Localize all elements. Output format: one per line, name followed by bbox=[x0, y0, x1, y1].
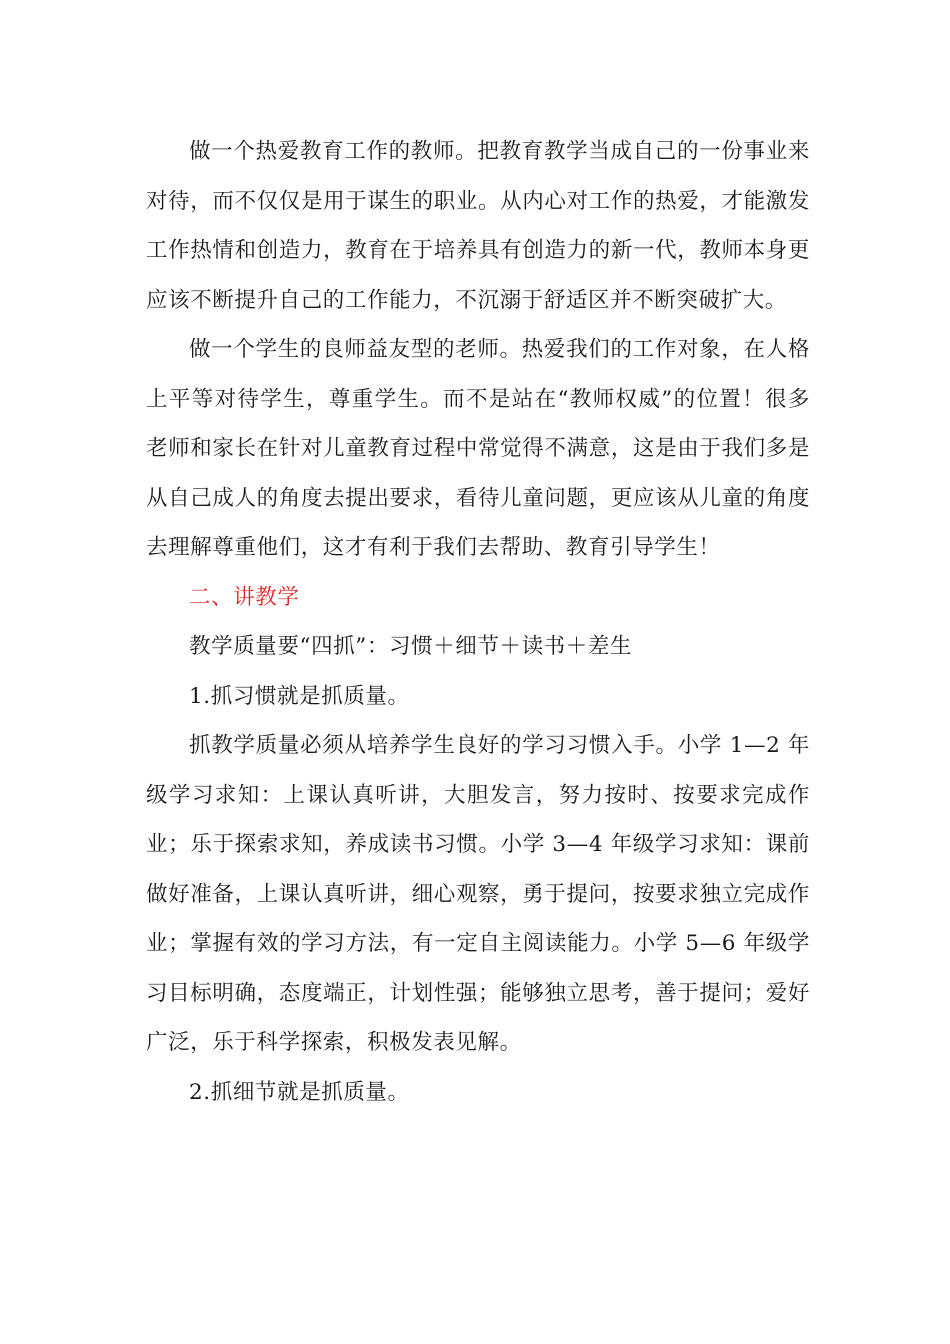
point1-title: 1.抓习惯就是抓质量。 bbox=[189, 683, 410, 709]
point1-body: 抓教学质量必须从培养学生良好的学习习惯入手。小学 1—2 年级学习求知：上课认真听讲，大胆发言，努力按时、按要求完成作业；乐于探索求知，养成读书习惯。小学 3—4 年级学习求知：课前做好准备，上课认真听讲，细心观察，勇于提问，按要求独立完成作业；掌握有效的学习方法，有一定自主阅读能力。小学 5—6 年级学习目标明确，态度端正，计划性强；能够独立思考，善于提问；爱好广泛，乐于科学探索，积极发表见解。 bbox=[146, 733, 810, 1055]
section-heading-teaching: 二、讲教学 bbox=[189, 584, 300, 610]
document-body bbox=[146, 127, 810, 1117]
point2-title: 2.抓细节就是抓质量。 bbox=[189, 1079, 410, 1105]
paragraph-passionate-teacher: 做一个热爱教育工作的教师。把教育教学当成自己的一份事业来对待，而不仅仅是用于谋生的职业。从内心对工作的热爱，才能激发工作热情和创造力，教育在于培养具有创造力的新一代，教师本身更应该不断提升自己的工作能力，不沉溺于舒适区并不断突破扩大。 bbox=[146, 139, 810, 313]
paragraph-mentor-teacher: 做一个学生的良师益友型的老师。热爱我们的工作对象，在人格上平等对待学生，尊重学生。而不是站在“教师权威”的位置！很多老师和家长在针对儿童教育过程中常觉得不满意，这是由于我们多是从自己成人的角度去提出要求，看待儿童问题，更应该从儿童的角度去理解尊重他们，这才有利于我们去帮助、教育引导学生！ bbox=[146, 337, 810, 560]
subtitle-four-focus: 教学质量要“四抓”：习惯＋细节＋读书＋差生 bbox=[189, 634, 633, 659]
